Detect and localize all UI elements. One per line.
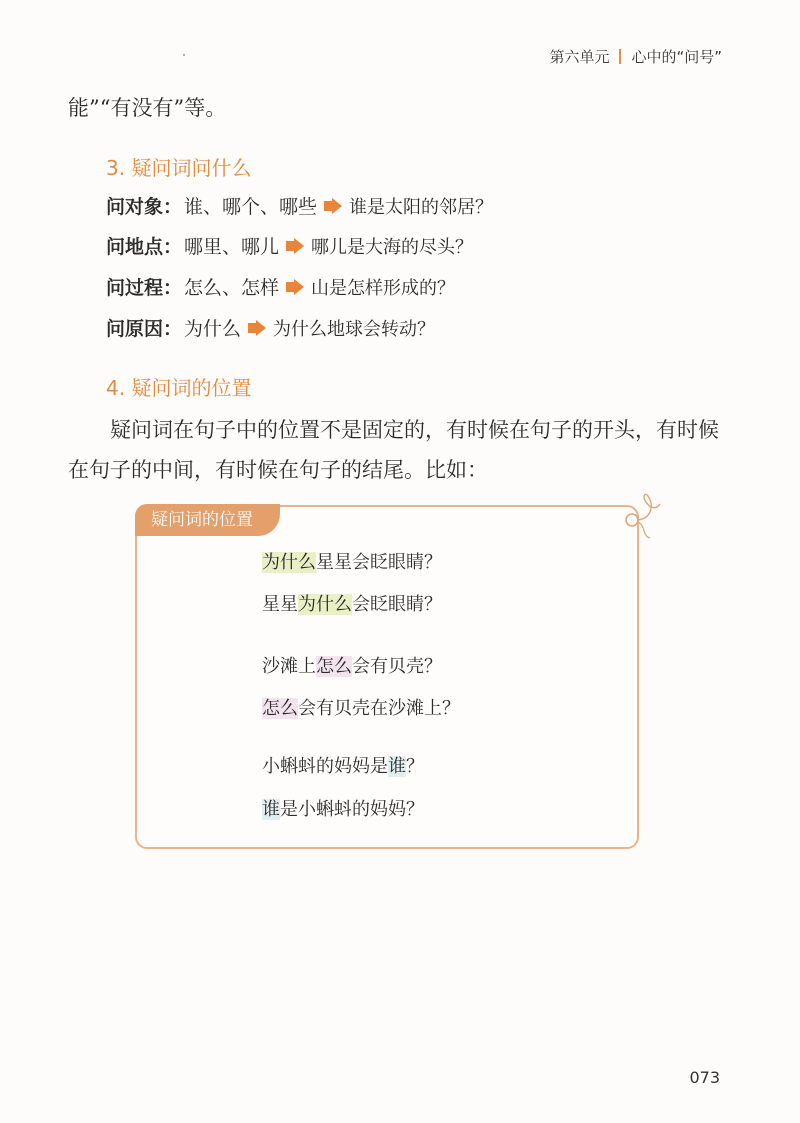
question-words: 谁、哪个、哪些	[184, 196, 318, 218]
page-number: 073	[689, 1068, 720, 1087]
arrow-right-icon	[247, 320, 267, 336]
question-row	[106, 314, 435, 341]
question-word-highlight: 怎么	[262, 698, 298, 719]
example-question: 谁是太阳的邻居？	[349, 196, 494, 218]
example-question: 为什么地球会转动？	[273, 318, 436, 340]
example-question: 哪儿是大海的尽头？	[311, 236, 474, 258]
example-sentence: 怎么会有贝壳在沙滩上？	[262, 698, 460, 719]
example-question: 山是怎样形成的？	[311, 277, 456, 299]
section-4-heading: 4. 疑问词的位置	[106, 376, 252, 400]
example-sentence: 谁是小蝌蚪的妈妈？	[262, 799, 424, 820]
section-3-heading: 3. 疑问词问什么	[106, 156, 252, 180]
question-word-highlight: 谁	[388, 756, 406, 777]
question-row	[106, 273, 455, 300]
question-words: 哪里、哪儿	[184, 236, 280, 258]
question-words: 为什么	[184, 318, 242, 340]
arrow-right-icon	[285, 238, 305, 254]
unit-label: 第六单元	[549, 48, 610, 66]
question-word-highlight: 怎么	[316, 656, 352, 677]
header-divider	[619, 49, 621, 64]
continued-text: 能”“有没有”等。	[68, 96, 227, 120]
question-words: 怎么、怎样	[184, 277, 280, 299]
question-word-highlight: 谁	[262, 799, 280, 820]
body-paragraph: 疑问词在句子中的位置不是固定的，有时候在句子的开头，有时候在句子的中间，有时候在句子的结尾。比如：	[68, 418, 719, 482]
question-row	[106, 232, 473, 259]
print-dot	[183, 54, 185, 56]
example-sentence: 小蝌蚪的妈妈是谁？	[262, 756, 424, 777]
example-box-tag: 疑问词的位置	[135, 504, 280, 536]
example-sentence: 星星为什么会眨眼睛？	[262, 594, 442, 615]
row-label: 问原因：	[106, 318, 183, 340]
row-label: 问地点：	[106, 236, 183, 258]
question-word-highlight: 为什么	[298, 594, 352, 615]
example-sentence: 为什么星星会眨眼睛？	[262, 552, 442, 573]
arrow-right-icon	[323, 198, 343, 214]
row-label: 问过程：	[106, 277, 183, 299]
chapter-title: 心中的“问号”	[631, 48, 722, 66]
running-header	[549, 46, 722, 67]
row-label: 问对象：	[106, 196, 183, 218]
example-sentence: 沙滩上怎么会有贝壳？	[262, 656, 442, 677]
paperclip-decoration-icon	[612, 490, 672, 540]
arrow-right-icon	[285, 279, 305, 295]
question-row	[106, 192, 493, 219]
question-word-highlight: 为什么	[262, 552, 316, 573]
